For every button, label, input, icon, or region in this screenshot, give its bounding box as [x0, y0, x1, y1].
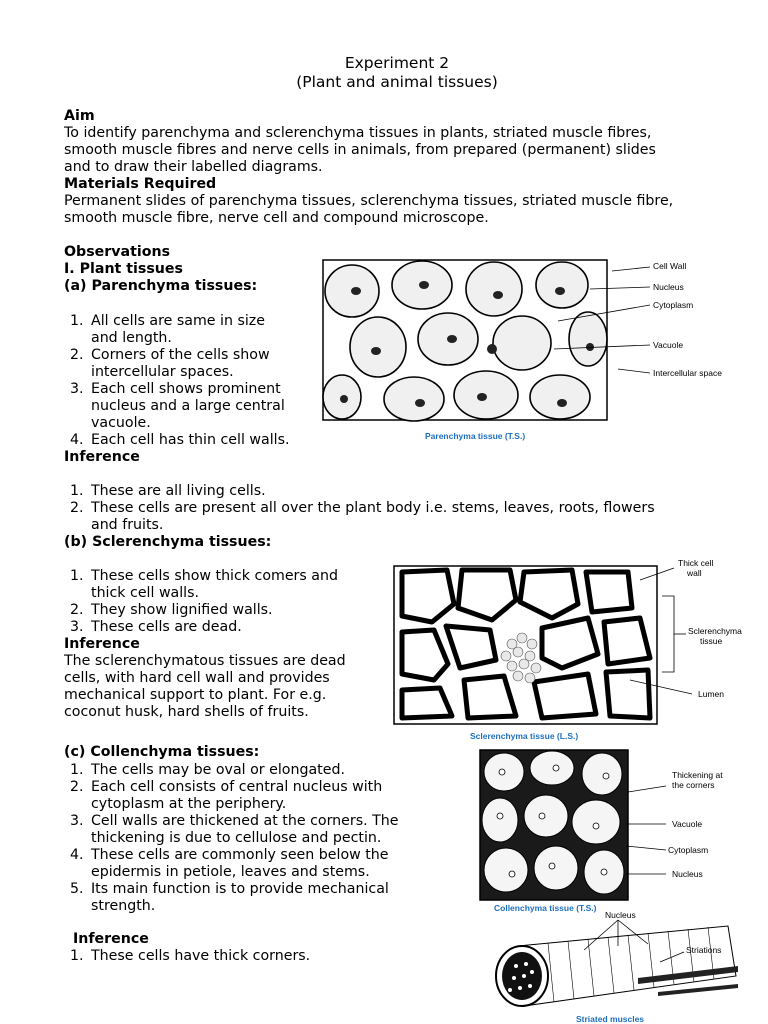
- list-item: 4. These cells are commonly seen below the epidermis in petiole, leaves and stems.: [70, 847, 389, 880]
- collenchyma-inference-heading: Inference: [73, 931, 149, 947]
- sclerenchyma-heading: (b) Sclerenchyma tissues:: [64, 534, 272, 550]
- materials-heading: Materials Required: [64, 176, 217, 192]
- aim-line: and to draw their labelled diagrams.: [64, 159, 323, 175]
- label-nucleus: Nucleus: [605, 910, 636, 920]
- label-cytoplasm: Cytoplasm: [668, 845, 709, 855]
- label-thick-cell: Thick cell: [678, 558, 714, 568]
- list-item: 3. Each cell shows prominent nucleus and a large central vacuole.: [70, 381, 285, 431]
- inference-line: cells, with hard cell wall and provides: [64, 670, 330, 686]
- parenchyma-inference-list: [64, 483, 744, 534]
- materials-line: smooth muscle fibre, nerve cell and compound microscope.: [64, 210, 489, 226]
- list-item: 1. These cells have thick corners.: [70, 948, 311, 964]
- label-thickening: Thickening at: [672, 770, 723, 780]
- list-item: 3. These cells are dead.: [70, 619, 242, 635]
- figure-caption: Sclerenchyma tissue (L.S.): [470, 731, 579, 741]
- aim-line: smooth muscle fibres and nerve cells in animals, from prepared (permanent) slides: [64, 142, 656, 158]
- label-lumen: Lumen: [698, 689, 724, 699]
- aim-text: [64, 125, 656, 176]
- inference-line: mechanical support to plant. For e.g.: [64, 687, 327, 703]
- materials-line: Permanent slides of parenchyma tissues, sclerenchyma tissues, striated muscle fibre,: [64, 193, 674, 209]
- aim-line: To identify parenchyma and sclerenchyma tissues in plants, striated muscle fibres,: [64, 125, 652, 141]
- inference-line: The sclerenchymatous tissues are dead: [64, 653, 346, 669]
- observations-heading: Observations: [64, 244, 171, 260]
- label-cytoplasm: Cytoplasm: [653, 300, 694, 310]
- collenchyma-list: [64, 762, 464, 915]
- parenchyma-inference-heading: Inference: [64, 449, 140, 465]
- label-vacuole: Vacuole: [672, 819, 703, 829]
- list-item: 1. The cells may be oval or elongated.: [70, 762, 345, 778]
- sclerenchyma-inference-text: [64, 653, 346, 721]
- label-corners: the corners: [672, 780, 715, 790]
- striated-muscle-figure: [488, 906, 758, 1024]
- list-item: 1. These cells show thick comers and thick cell walls.: [70, 568, 338, 601]
- figure-caption: Parenchyma tissue (T.S.): [425, 431, 526, 441]
- label-sclerenchyma: Sclerenchyma: [688, 626, 742, 636]
- parenchyma-heading: (a) Parenchyma tissues:: [64, 278, 258, 294]
- list-item: 3. Cell walls are thickened at the corners. The thickening is due to cellulose and pectin.: [70, 813, 399, 846]
- list-item: 4. Each cell has thin cell walls.: [70, 432, 290, 448]
- list-item: 2. They show lignified walls.: [70, 602, 273, 618]
- label-striations: Striations: [686, 945, 722, 955]
- parenchyma-list: [64, 313, 324, 449]
- figure-caption: Collenchyma tissue (T.S.): [494, 903, 597, 913]
- inference-line: coconut husk, hard shells of fruits.: [64, 704, 309, 720]
- list-item: 2. These cells are present all over the plant body i.e. stems, leaves, roots, flowers and fruits.: [70, 500, 655, 533]
- list-item: 1. All cells are same in size and length.: [70, 313, 265, 346]
- sclerenchyma-list: [64, 568, 394, 636]
- parenchyma-figure: [322, 257, 742, 449]
- plant-tissues-heading: I. Plant tissues: [64, 261, 183, 277]
- label-intercellular-space: Intercellular space: [653, 368, 722, 378]
- sclerenchyma-inference-heading: Inference: [64, 636, 140, 652]
- list-item: 1. These are all living cells.: [70, 483, 266, 499]
- page-title: Experiment 2: [344, 54, 450, 72]
- label-nucleus: Nucleus: [672, 869, 703, 879]
- aim-heading: Aim: [64, 108, 95, 124]
- materials-text: [64, 193, 673, 227]
- list-item: 5. Its main function is to provide mechanical strength.: [70, 881, 389, 914]
- label-vacuole: Vacuole: [653, 340, 684, 350]
- figure-caption: Striated muscles: [576, 1014, 645, 1024]
- collenchyma-inference-list: [64, 948, 364, 965]
- list-item: 2. Corners of the cells show intercellular spaces.: [70, 347, 270, 380]
- label-cell-wall: Cell Wall: [653, 261, 687, 271]
- label-nucleus: Nucleus: [653, 282, 684, 292]
- collenchyma-figure: [476, 746, 760, 914]
- collenchyma-heading: (c) Collenchyma tissues:: [64, 744, 260, 760]
- label-wall: wall: [687, 568, 702, 578]
- sclerenchyma-figure: [392, 556, 756, 746]
- page-subtitle: (Plant and animal tissues): [296, 73, 498, 91]
- list-item: 2. Each cell consists of central nucleus with cytoplasm at the periphery.: [70, 779, 383, 812]
- label-tissue: tissue: [700, 636, 723, 646]
